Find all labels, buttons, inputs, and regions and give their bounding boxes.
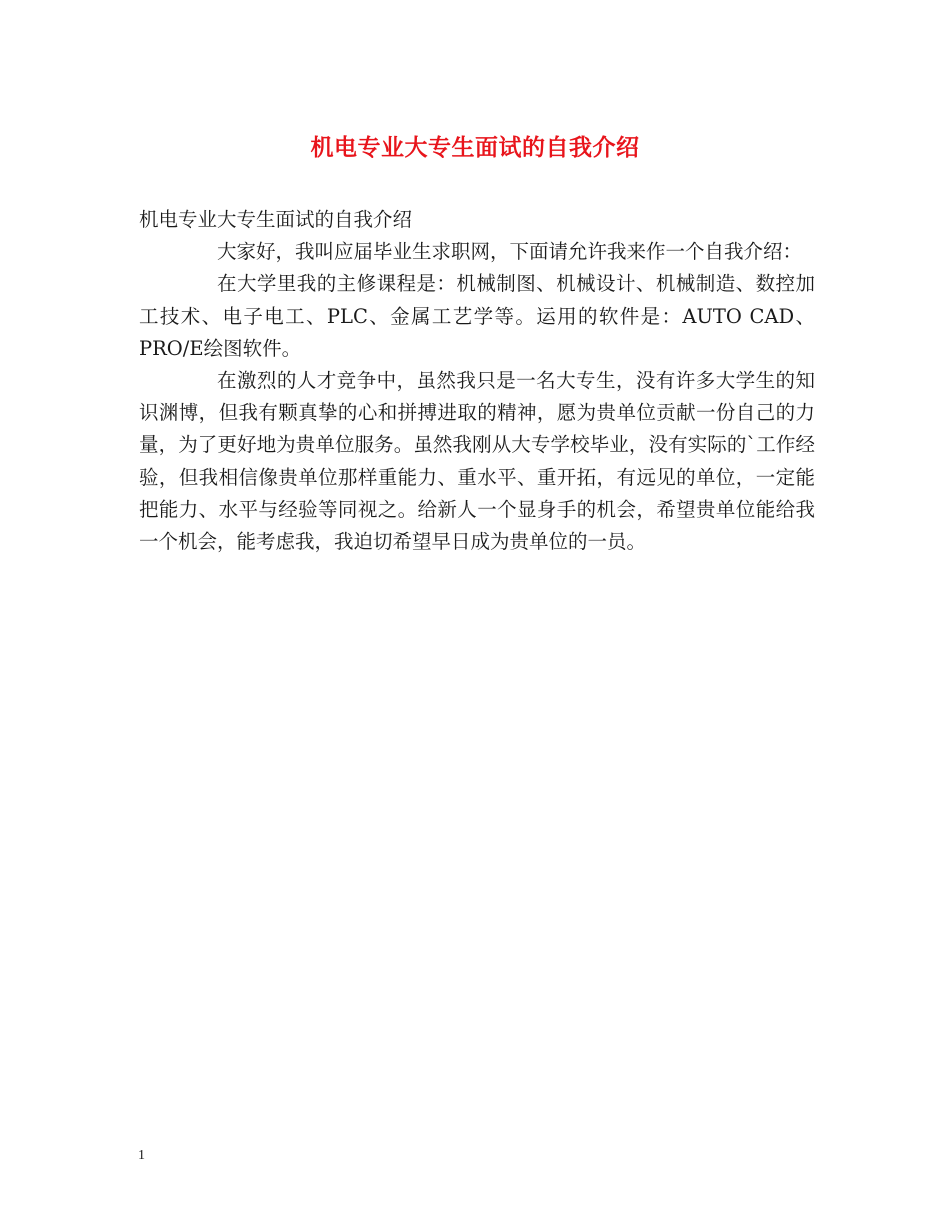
- subheading: 机电专业大专生面试的自我介绍: [139, 208, 413, 231]
- page-number: 1: [138, 1148, 145, 1163]
- paragraph-courses: 在大学里我的主修课程是：机械制图、机械设计、机械制造、数控加工技术、电子电工、PLC、金属工艺学等。运用的软件是：AUTO CAD、PRO/E绘图软件。: [139, 272, 815, 360]
- paragraph-motivation: 在激烈的人才竞争中，虽然我只是一名大专生，没有许多大学生的知识渊博，但我有颗真挚的心和拼搏进取的精神，愿为贵单位贡献一份自己的力量，为了更好地为贵单位服务。虽然我刚从大专学校毕业，没有实际的`工作经验，但我相信像贵单位那样重能力、重水平、重开拓，有远见的单位，一定能把能力、水平与经验等同视之。给新人一个显身手的机会，希望贵单位能给我一个机会，能考虑我，我迫切希望早日成为贵单位的一员。: [139, 369, 815, 554]
- document-title: 机电专业大专生面试的自我介绍: [310, 134, 640, 161]
- document-body: [139, 204, 815, 558]
- paragraph-greeting: 大家好，我叫应届毕业生求职网，下面请允许我来作一个自我介绍：: [217, 240, 803, 264]
